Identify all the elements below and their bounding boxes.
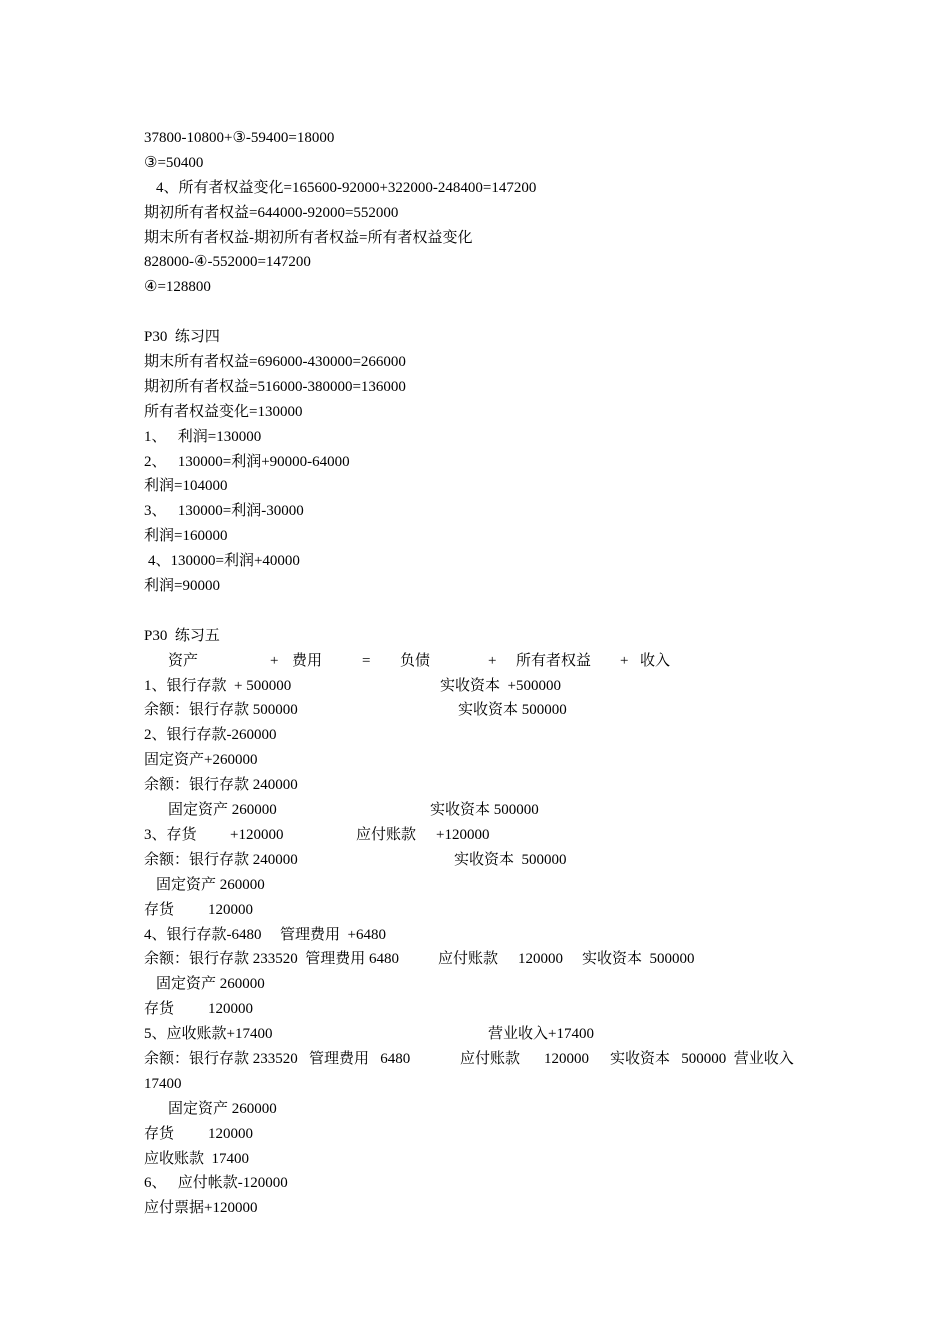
tx-text: 存货: [144, 901, 175, 918]
tx-text: +120000: [230, 826, 284, 843]
balance-line: 固定资产 260000: [156, 876, 265, 893]
balance-line: [144, 1122, 824, 1147]
tx-text: 实收资本 500000 营业收入: [610, 1050, 794, 1067]
tx-text: 固定资产 260000: [168, 802, 277, 819]
tx-text: 余额：银行存款 233520 管理费用 6480: [144, 951, 400, 968]
balance-line: [144, 898, 824, 923]
balance-line: [144, 997, 824, 1022]
text-line: 4、130000=利润+40000: [148, 553, 300, 570]
balance-line: 17400: [144, 1075, 182, 1092]
text-line: 828000-④-552000=147200: [144, 254, 311, 271]
document-body: [144, 126, 824, 1221]
balance-line: [144, 1047, 824, 1072]
balance-line: [144, 848, 824, 873]
tx-text: 余额：银行存款 240000: [144, 851, 298, 868]
eq-plus: +: [620, 652, 629, 669]
text-line: 期初所有者权益=644000-92000=552000: [144, 204, 399, 221]
balance-line: [144, 698, 824, 723]
tx-text: 实收资本 500000: [582, 951, 695, 968]
text-line: 2、 130000=利润+90000-64000: [144, 453, 350, 470]
blank-line: [144, 300, 824, 325]
transaction-line: [144, 1022, 824, 1047]
tx-text: 应付账款: [438, 951, 499, 968]
transaction-line: [144, 923, 824, 948]
section-heading: P30 练习四: [144, 329, 220, 346]
tx-text: 3、存货: [144, 826, 197, 843]
blank-line: [144, 599, 824, 624]
tx-text: 4、银行存款-6480: [144, 926, 262, 943]
text-line: 期末所有者权益-期初所有者权益=所有者权益变化: [144, 229, 473, 246]
tx-text: 120000: [208, 1001, 253, 1018]
text-line: 3、 130000=利润-30000: [144, 503, 304, 520]
eq-equity: 所有者权益: [516, 652, 592, 669]
balance-line: 应收账款 17400: [144, 1150, 250, 1167]
transaction-line: 固定资产+260000: [144, 752, 258, 769]
tx-text: 余额：银行存款 233520 管理费用 6480: [144, 1050, 411, 1067]
tx-text: 存货: [144, 1125, 175, 1142]
eq-revenue: 收入: [640, 652, 671, 669]
tx-text: 应付账款: [460, 1050, 521, 1067]
tx-text: +120000: [436, 826, 490, 843]
tx-text: 120000: [518, 951, 563, 968]
transaction-line: 2、银行存款-260000: [144, 727, 277, 744]
section-heading: P30 练习五: [144, 627, 220, 644]
text-line: 4、所有者权益变化=165600-92000+322000-248400=147200: [156, 179, 537, 196]
eq-liabilities: 负债: [400, 652, 431, 669]
tx-text: 实收资本 500000: [430, 802, 539, 819]
eq-plus: +: [488, 652, 497, 669]
text-line: ④=128800: [144, 279, 211, 296]
tx-text: 应付账款: [356, 826, 417, 843]
text-line: 利润=160000: [144, 528, 228, 545]
tx-text: 管理费用 +6480: [280, 926, 386, 943]
eq-equals: =: [362, 652, 371, 669]
eq-expense: 费用: [292, 652, 323, 669]
tx-text: 存货: [144, 1001, 175, 1018]
text-line: 37800-10800+③-59400=18000: [144, 130, 335, 146]
balance-line: 固定资产 260000: [168, 1100, 277, 1117]
tx-text: 120000: [208, 1125, 253, 1142]
tx-text: 营业收入+17400: [488, 1026, 594, 1043]
balance-line: [144, 947, 824, 972]
tx-text: 实收资本 500000: [454, 851, 567, 868]
transaction-line: [144, 674, 824, 699]
equation-header: [144, 649, 824, 674]
text-line: ③=50400: [144, 154, 204, 171]
balance-line: 固定资产 260000: [156, 976, 265, 993]
text-line: 利润=104000: [144, 478, 228, 495]
tx-text: 1、银行存款 + 500000: [144, 677, 292, 694]
balance-line: 余额：银行存款 240000: [144, 777, 298, 794]
tx-text: 120000: [544, 1050, 589, 1067]
tx-text: 实收资本 500000: [458, 702, 567, 719]
text-line: 期末所有者权益=696000-430000=266000: [144, 354, 406, 371]
transaction-line: [144, 823, 824, 848]
text-line: 1、 利润=130000: [144, 428, 262, 445]
tx-text: 实收资本 +500000: [440, 677, 561, 694]
tx-text: 5、应收账款+17400: [144, 1026, 273, 1043]
text-line: 利润=90000: [144, 578, 220, 595]
tx-text: 120000: [208, 901, 253, 918]
transaction-line: 应付票据+120000: [144, 1200, 258, 1217]
eq-plus: +: [270, 652, 279, 669]
text-line: 所有者权益变化=130000: [144, 403, 303, 420]
balance-line: [144, 798, 824, 823]
transaction-line: 6、 应付帐款-120000: [144, 1175, 288, 1192]
tx-text: 余额：银行存款 500000: [144, 702, 298, 719]
eq-assets: 资产: [168, 652, 199, 669]
text-line: 期初所有者权益=516000-380000=136000: [144, 378, 406, 395]
